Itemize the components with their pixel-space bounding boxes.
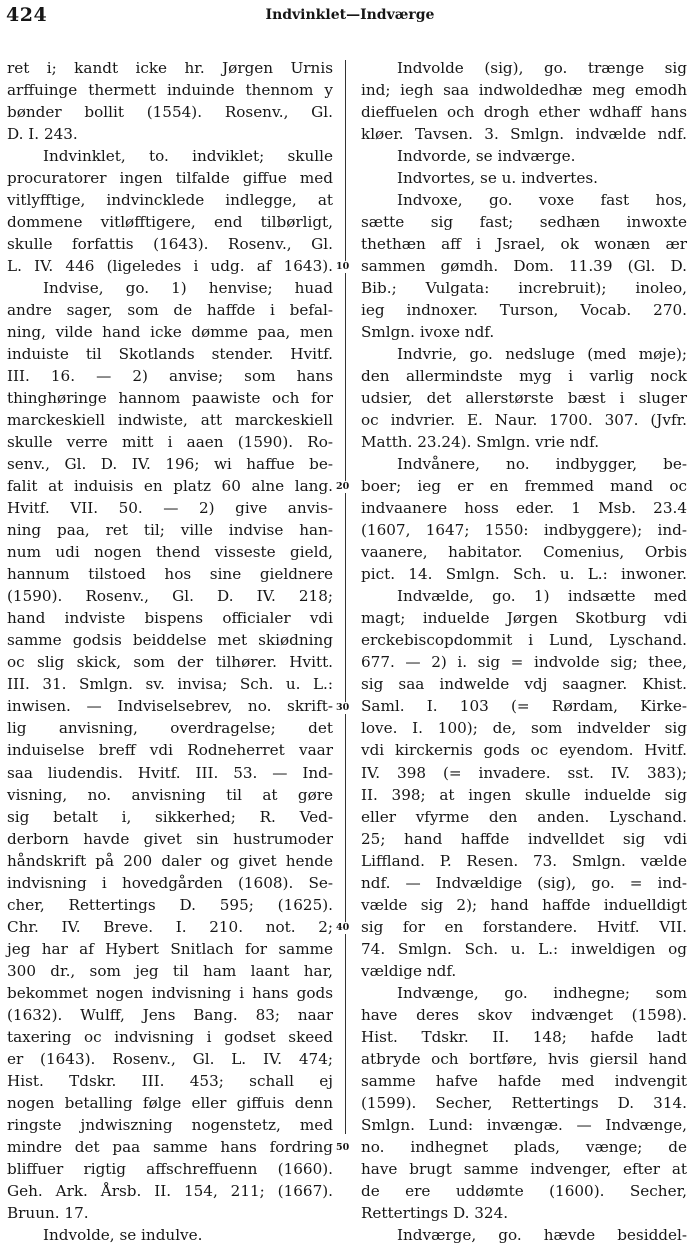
text-line: skulle verre mitt i aaen (1590). Ro- bbox=[7, 433, 333, 452]
text-line: eller vfyrme den anden. Lyschand. bbox=[361, 807, 687, 826]
text-line: dieffuelen och drogh ether wdhaff hans bbox=[361, 103, 687, 122]
text-line: inwisen. — Indviselsebrev, no. skrift- bbox=[7, 697, 333, 716]
text-line: vaanere, habitator. Comenius, Orbis bbox=[361, 543, 687, 562]
text-line: Indvrie, go. nedsluge (med møje); bbox=[397, 345, 687, 364]
text-line: senv., Gl. D. IV. 196; wi haffue be- bbox=[7, 455, 333, 474]
text-line: vældige ndf. bbox=[361, 961, 457, 980]
text-line: falit at induisis en platz 60 alne lang. bbox=[7, 477, 333, 496]
text-line: sammen gømdh. Dom. 11.39 (Gl. D. bbox=[361, 257, 687, 276]
text-line: 677. — 2) i. sig = indvolde sig; thee, bbox=[361, 653, 687, 672]
left-column bbox=[7, 57, 333, 1246]
text-line: kløer. Tavsen. 3. Smlgn. indvælde ndf. bbox=[361, 125, 687, 144]
text-line: II. 398; at ingen skulle induelde sig bbox=[361, 785, 687, 804]
text-line: sig saa indwelde vdj saagner. Khist. bbox=[361, 675, 687, 694]
text-line: Matth. 23.24). Smlgn. vrie ndf. bbox=[361, 433, 600, 452]
text-line: Rettertings D. 324. bbox=[361, 1203, 509, 1222]
text-line: III. 31. Smlgn. sv. invisa; Sch. u. L.: bbox=[7, 675, 333, 694]
text-line: Indvinklet, to. indviklet; skulle bbox=[43, 147, 333, 166]
text-line: induiste til Skotlands stender. Hvitf. bbox=[7, 345, 333, 364]
text-line: Indvælde, go. 1) indsætte med bbox=[397, 587, 687, 606]
text-line: ringste jndwiszning nogenstetz, med bbox=[7, 1115, 333, 1134]
right-column bbox=[361, 57, 687, 1246]
text-line: vælde sig 2); hand haffde induelldigt bbox=[361, 895, 687, 914]
text-line: Smlgn. Lund: invængæ. — Indvænge, bbox=[361, 1115, 687, 1134]
text-line: 300 dr., som jeg til ham laant har, bbox=[7, 961, 333, 980]
text-line: D. I. 243. bbox=[7, 125, 78, 144]
text-line: hand indviste bispens officialer vdi bbox=[7, 609, 333, 628]
text-line: skulle forfattis (1643). Rosenv., Gl. bbox=[7, 235, 333, 254]
text-line: sætte sig fast; sedhæn inwoxte bbox=[361, 213, 687, 232]
text-line: no. indhegnet plads, vænge; de bbox=[361, 1137, 687, 1156]
text-line: Chr. IV. Breve. I. 210. not. 2; bbox=[7, 917, 333, 936]
text-line: Hvitf. VII. 50. — 2) give anvis- bbox=[7, 499, 333, 518]
text-line: ndf. — Indvældige (sig), go. = ind- bbox=[361, 873, 687, 892]
text-line: have deres skov indvænget (1598). bbox=[361, 1005, 687, 1024]
text-line: Geh. Ark. Årsb. II. 154, 211; (1667). bbox=[7, 1181, 333, 1200]
text-line: (1599). Secher, Rettertings D. 314. bbox=[361, 1093, 687, 1112]
text-line: arffuinge thermett induinde thennom y bbox=[7, 81, 333, 100]
text-line: saa liudendis. Hvitf. III. 53. — Ind- bbox=[7, 763, 333, 782]
text-line: derborn havde givet sin hustrumoder bbox=[7, 829, 333, 848]
text-line: sig for en forstandere. Hvitf. VII. bbox=[361, 917, 687, 936]
text-line: Indvorde, se indværge. bbox=[397, 147, 576, 166]
text-line: vdi kirckernis gods oc eyendom. Hvitf. bbox=[361, 741, 687, 760]
text-line: erckebiscopdommit i Lund, Lyschand. bbox=[361, 631, 687, 650]
text-line: er (1643). Rosenv., Gl. L. IV. 474; bbox=[7, 1049, 333, 1068]
text-line: nogen betalling følge eller giffuis denn bbox=[7, 1093, 333, 1112]
text-line: hannum tilstoed hos sine gieldnere bbox=[7, 565, 333, 584]
text-line: III. 16. — 2) anvise; som hans bbox=[7, 367, 333, 386]
text-line: (1632). Wulff, Jens Bang. 83; naar bbox=[7, 1005, 333, 1024]
text-line: Bib.; Vulgata: increbruit); inoleo, bbox=[361, 279, 687, 298]
text-line: sig betalt i, sikkerhed; R. Ved- bbox=[7, 807, 333, 826]
page-header bbox=[6, 4, 694, 30]
text-line: 25; hand haffde indvelldet sig vdi bbox=[361, 829, 687, 848]
text-line: mindre det paa samme hans fordring bbox=[7, 1137, 333, 1156]
text-line: indvisning i hovedgården (1608). Se- bbox=[7, 873, 333, 892]
text-line: vitlyfftige, indvincklede indlegge, at bbox=[7, 191, 333, 210]
text-line: Liffland. P. Resen. 73. Smlgn. vælde bbox=[361, 851, 687, 870]
text-line: indvaanere hoss eder. 1 Msb. 23.4 bbox=[361, 499, 687, 518]
text-line: Indvænge, go. indhegne; som bbox=[397, 983, 687, 1002]
text-line: visning, no. anvisning til at gøre bbox=[7, 785, 333, 804]
text-line: atbryde och bortføre, hvis giersil hand bbox=[361, 1049, 687, 1068]
text-line: jeg har af Hybert Snitlach for samme bbox=[7, 939, 333, 958]
text-line: Hist. Tdskr. II. 148; hafde ladt bbox=[361, 1027, 687, 1046]
text-line: L. IV. 446 (ligeledes i udg. af 1643). bbox=[7, 257, 333, 276]
text-line: love. I. 100); de, som indvelder sig bbox=[361, 719, 687, 738]
text-line: (1607, 1647; 1550: indbyggere); ind- bbox=[361, 521, 687, 540]
line-number: 30 bbox=[336, 701, 350, 713]
text-line: de ere uddømte (1600). Secher, bbox=[361, 1181, 687, 1200]
text-line: thethæn aff i Jsrael, ok wonæn ær bbox=[361, 235, 687, 254]
text-line: den allermindste myg i varlig nock bbox=[361, 367, 687, 386]
text-line: Indværge, go. hævde besiddel- bbox=[397, 1225, 687, 1244]
text-line: Indvolde (sig), go. trænge sig bbox=[397, 59, 687, 77]
text-line: Indvånere, no. indbygger, be- bbox=[397, 455, 687, 474]
text-line: samme hafve hafde med indvengit bbox=[361, 1071, 687, 1090]
text-line: Indvoxe, go. voxe fast hos, bbox=[397, 191, 687, 210]
text-line: Saml. I. 103 (= Rørdam, Kirke- bbox=[361, 697, 687, 716]
text-line: procuratorer ingen tilfalde giffue med bbox=[7, 169, 333, 188]
text-line: Indvise, go. 1) henvise; huad bbox=[43, 279, 333, 298]
text-line: udsier, det allerstørste bæst i sluger bbox=[361, 389, 687, 408]
text-line: induiselse breff vdi Rodneherret vaar bbox=[7, 741, 333, 760]
text-line: Indvolde, se indulve. bbox=[43, 1225, 203, 1244]
text-line: Bruun. 17. bbox=[7, 1203, 89, 1222]
text-line: samme godsis beiddelse met skiødning bbox=[7, 631, 333, 650]
line-number: 10 bbox=[336, 261, 350, 273]
text-line: IV. 398 (= invadere. sst. IV. 383); bbox=[361, 763, 687, 782]
text-line: 74. Smlgn. Sch. u. L.: inweldigen og bbox=[361, 939, 687, 958]
column-divider bbox=[345, 60, 346, 1134]
line-number: 40 bbox=[336, 921, 350, 933]
text-line: ind; iegh saa indwoldedhæ meg emodh bbox=[361, 81, 687, 100]
text-line: thinghøringe hannom paawiste och for bbox=[7, 389, 333, 408]
line-number: 50 bbox=[336, 1141, 350, 1153]
text-line: num udi nogen thend visseste gield, bbox=[7, 543, 333, 562]
text-line: magt; induelde Jørgen Skotburg vdi bbox=[361, 609, 687, 628]
text-line: taxering oc indvisning i godset skeed bbox=[7, 1027, 333, 1046]
text-line: ning, vilde hand icke dømme paa, men bbox=[7, 323, 333, 342]
text-line: Indvortes, se u. indvertes. bbox=[397, 169, 598, 188]
line-number: 20 bbox=[336, 481, 350, 493]
running-head: Indvinklet—Indværge bbox=[265, 7, 435, 23]
text-line: andre sager, som de haffde i befal- bbox=[7, 301, 333, 320]
text-line: bekommet nogen indvisning i hans gods bbox=[7, 983, 333, 1002]
text-line: oc indvrier. E. Naur. 1700. 307. (Jvfr. bbox=[361, 411, 687, 430]
text-line: marckeskiell indwiste, att marckeskiell bbox=[7, 411, 333, 430]
text-line: cher, Rettertings D. 595; (1625). bbox=[7, 895, 333, 914]
text-line: boer; ieg er en fremmed mand oc bbox=[361, 477, 687, 496]
text-line: bliffuer rigtig affschreffuenn (1660). bbox=[7, 1159, 333, 1178]
text-line: lig anvisning, overdragelse; det bbox=[7, 719, 333, 738]
page-number: 424 bbox=[6, 4, 48, 26]
text-line: (1590). Rosenv., Gl. D. IV. 218; bbox=[7, 587, 333, 606]
text-line: dommene vitløfftigere, end tilbørligt, bbox=[7, 213, 333, 232]
text-line: Smlgn. ivoxe ndf. bbox=[361, 323, 495, 342]
text-line: ieg indnoxer. Turson, Vocab. 270. bbox=[361, 301, 687, 320]
text-line: Hist. Tdskr. III. 453; schall ej bbox=[7, 1071, 333, 1090]
text-line: håndskrift på 200 daler og givet hende bbox=[7, 851, 333, 870]
text-line: have brugt samme indvenger, efter at bbox=[361, 1159, 687, 1178]
text-line: bønder bollit (1554). Rosenv., Gl. bbox=[7, 103, 333, 122]
text-line: ning paa, ret til; ville indvise han- bbox=[7, 521, 333, 540]
text-line: oc slig skick, som der tilhører. Hvitt. bbox=[7, 653, 333, 672]
text-line: ret i; kandt icke hr. Jørgen Urnis bbox=[7, 59, 333, 77]
text-line: pict. 14. Smlgn. Sch. u. L.: inwoner. bbox=[361, 565, 687, 584]
